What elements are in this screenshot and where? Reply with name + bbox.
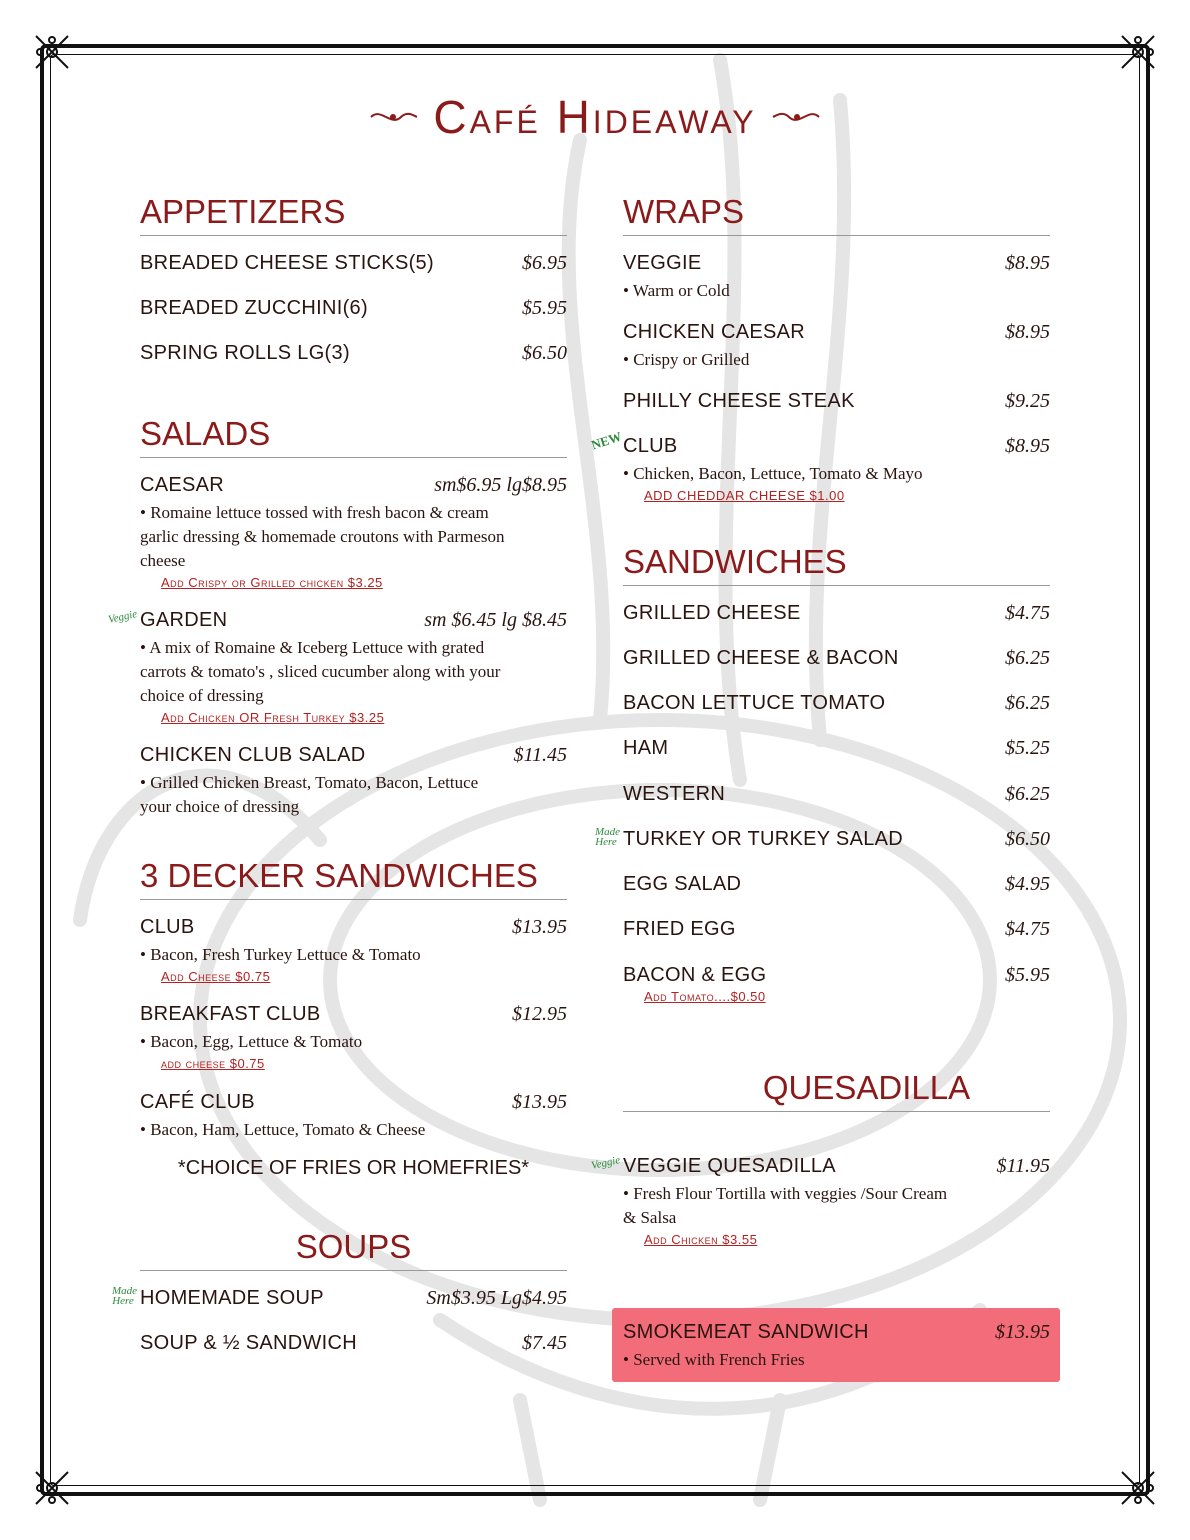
item-price: $5.25 (1005, 737, 1050, 759)
item-price: $8.95 (1005, 435, 1050, 457)
section-heading-appetizers: APPETIZERS (140, 193, 567, 236)
menu-item (623, 964, 1050, 1004)
item-price: $13.95 (512, 916, 567, 938)
menu-item (623, 692, 1050, 715)
flourish-right-icon (771, 107, 821, 127)
item-name: FRIED EGG (623, 918, 736, 940)
item-name: EGG SALAD (623, 873, 742, 895)
item-price: $4.75 (1005, 918, 1050, 940)
item-name: CHICKEN CAESAR (623, 321, 806, 343)
addon-link: Add Cheese $0.75 (161, 969, 271, 984)
item-price: sm$6.95 lg$8.95 (434, 474, 567, 496)
menu-item (623, 828, 1050, 851)
item-description: • Bacon, Ham, Lettuce, Tomato & Cheese (140, 1120, 426, 1139)
item-description: • Bacon, Fresh Turkey Lettuce & Tomato (140, 945, 421, 964)
item-price: sm $6.45 lg $8.45 (424, 609, 567, 631)
menu-item (140, 609, 567, 725)
menu-item (140, 1091, 567, 1142)
flourish-left-icon (369, 107, 419, 127)
menu-item (140, 342, 567, 365)
item-name: BREADED ZUCCHINI(6) (140, 297, 368, 319)
item-description: • Crispy or Grilled (623, 350, 750, 369)
addon-link: Add Crispy or Grilled chicken $3.25 (161, 575, 383, 590)
item-name: VEGGIE (623, 252, 702, 274)
addon-link: ADD CHEDDAR CHEESE $1.00 (644, 488, 845, 503)
menu-item (140, 474, 567, 590)
addon-link: Add Chicken OR Fresh Turkey $3.25 (161, 710, 385, 725)
item-name: CLUB (623, 435, 678, 457)
item-price: $6.25 (1005, 692, 1050, 714)
item-price: $6.25 (1005, 647, 1050, 669)
item-price: $6.50 (1005, 828, 1050, 850)
item-description: • Bacon, Egg, Lettuce & Tomato (140, 1032, 363, 1051)
item-price: $11.45 (513, 744, 567, 766)
menu-item (140, 252, 567, 275)
item-description: • Warm or Cold (623, 281, 730, 300)
veggie-tag: Veggie (590, 1154, 622, 1172)
menu-item (140, 916, 567, 984)
new-tag: NEW (589, 428, 624, 453)
restaurant-title: Café Hideaway (433, 91, 757, 143)
section-heading-wraps: WRAPS (623, 193, 1050, 236)
item-description: • Served with French Fries (623, 1350, 805, 1369)
item-name: BREAKFAST CLUB (140, 1003, 321, 1025)
item-price: $6.25 (1005, 783, 1050, 805)
menu-item (623, 435, 1050, 503)
section-heading-salads: SALADS (140, 415, 567, 458)
item-name: GRILLED CHEESE & BACON (623, 647, 899, 669)
item-name: TURKEY OR TURKEY SALAD (623, 828, 904, 850)
made-here-tag: Made Here (595, 826, 621, 848)
item-name: HAM (623, 737, 669, 759)
item-name: PHILLY CHEESE STEAK (623, 390, 855, 412)
menu-item (623, 873, 1050, 896)
menu-item (140, 744, 567, 819)
item-price: $13.95 (512, 1091, 567, 1113)
item-price: $13.95 (995, 1321, 1050, 1343)
menu-item (623, 647, 1050, 670)
section-heading-decker: 3 DECKER SANDWICHES (140, 857, 567, 900)
menu-item (623, 918, 1050, 941)
item-description: • Romaine lettuce tossed with fresh bacon & cream garlic dressing & homemade croutons with Parmeson cheese (140, 503, 505, 570)
addon-link: Add Chicken $3.55 (644, 1232, 758, 1247)
corner-ornament-icon (32, 32, 72, 72)
item-price: $6.95 (522, 252, 567, 274)
item-name: CLUB (140, 916, 195, 938)
corner-ornament-icon (32, 1468, 72, 1508)
item-name: CAESAR (140, 474, 225, 496)
menu-item (140, 1332, 567, 1355)
made-here-tag: Made Here (112, 1285, 138, 1307)
menu-item (623, 390, 1050, 413)
item-name: BREADED CHEESE STICKS(5) (140, 252, 434, 274)
item-price: $5.95 (522, 297, 567, 319)
item-price: $9.25 (1005, 390, 1050, 412)
item-name: BACON & EGG (623, 964, 767, 986)
section-heading-sandwiches: SANDWICHES (623, 543, 1050, 586)
addon-link: Add Tomato....$0.50 (644, 989, 766, 1004)
item-price: Sm$3.95 Lg$4.95 (426, 1287, 567, 1309)
item-description: • Chicken, Bacon, Lettuce, Tomato & Mayo (623, 464, 923, 483)
veggie-tag: Veggie (107, 608, 139, 626)
item-name: SPRING ROLLS LG(3) (140, 342, 350, 364)
item-description: • Grilled Chicken Breast, Tomato, Bacon, Lettuce your choice of dressing (140, 773, 479, 816)
corner-ornament-icon (1118, 32, 1158, 72)
item-name: CAFÉ CLUB (140, 1091, 255, 1113)
item-name: GRILLED CHEESE (623, 602, 801, 624)
item-name: GARDEN (140, 609, 228, 631)
menu-item (140, 1003, 567, 1071)
item-price: $8.95 (1005, 252, 1050, 274)
item-name: VEGGIE QUESADILLA (623, 1155, 836, 1177)
item-price: $5.95 (1005, 964, 1050, 986)
addon-link: add cheese $0.75 (161, 1056, 265, 1071)
item-name: BACON LETTUCE TOMATO (623, 692, 886, 714)
item-price: $6.50 (522, 342, 567, 364)
corner-ornament-icon (1118, 1468, 1158, 1508)
menu-item (623, 783, 1050, 806)
item-name: SOUP & ½ SANDWICH (140, 1332, 357, 1354)
menu-item (623, 252, 1050, 303)
item-name: WESTERN (623, 783, 726, 805)
item-description: • Fresh Flour Tortilla with veggies /Sour Cream & Salsa (623, 1184, 948, 1227)
item-description: • A mix of Romaine & Iceberg Lettuce with grated carrots & tomato's , sliced cucumber along with your choice of dressing (140, 638, 501, 705)
menu-item (140, 297, 567, 320)
item-price: $4.75 (1005, 602, 1050, 624)
item-price: $11.95 (996, 1155, 1050, 1177)
special-item (623, 1321, 1050, 1372)
sides-note: *CHOICE OF FRIES OR HOMEFRIES* (177, 1157, 530, 1179)
section-heading-soups: SOUPS (140, 1228, 567, 1271)
item-name: SMOKEMEAT SANDWICH (623, 1321, 869, 1343)
item-name: HOMEMADE SOUP (140, 1287, 324, 1309)
item-price: $8.95 (1005, 321, 1050, 343)
menu-item (623, 602, 1050, 625)
menu-item (623, 737, 1050, 760)
item-price: $12.95 (512, 1003, 567, 1025)
menu-item (623, 1155, 1050, 1247)
menu-item (623, 321, 1050, 372)
menu-header (0, 90, 1190, 144)
menu-item (140, 1287, 567, 1310)
item-price: $7.45 (522, 1332, 567, 1354)
item-price: $4.95 (1005, 873, 1050, 895)
item-name: CHICKEN CLUB SALAD (140, 744, 366, 766)
section-heading-quesadilla: QUESADILLA (623, 1069, 1050, 1112)
